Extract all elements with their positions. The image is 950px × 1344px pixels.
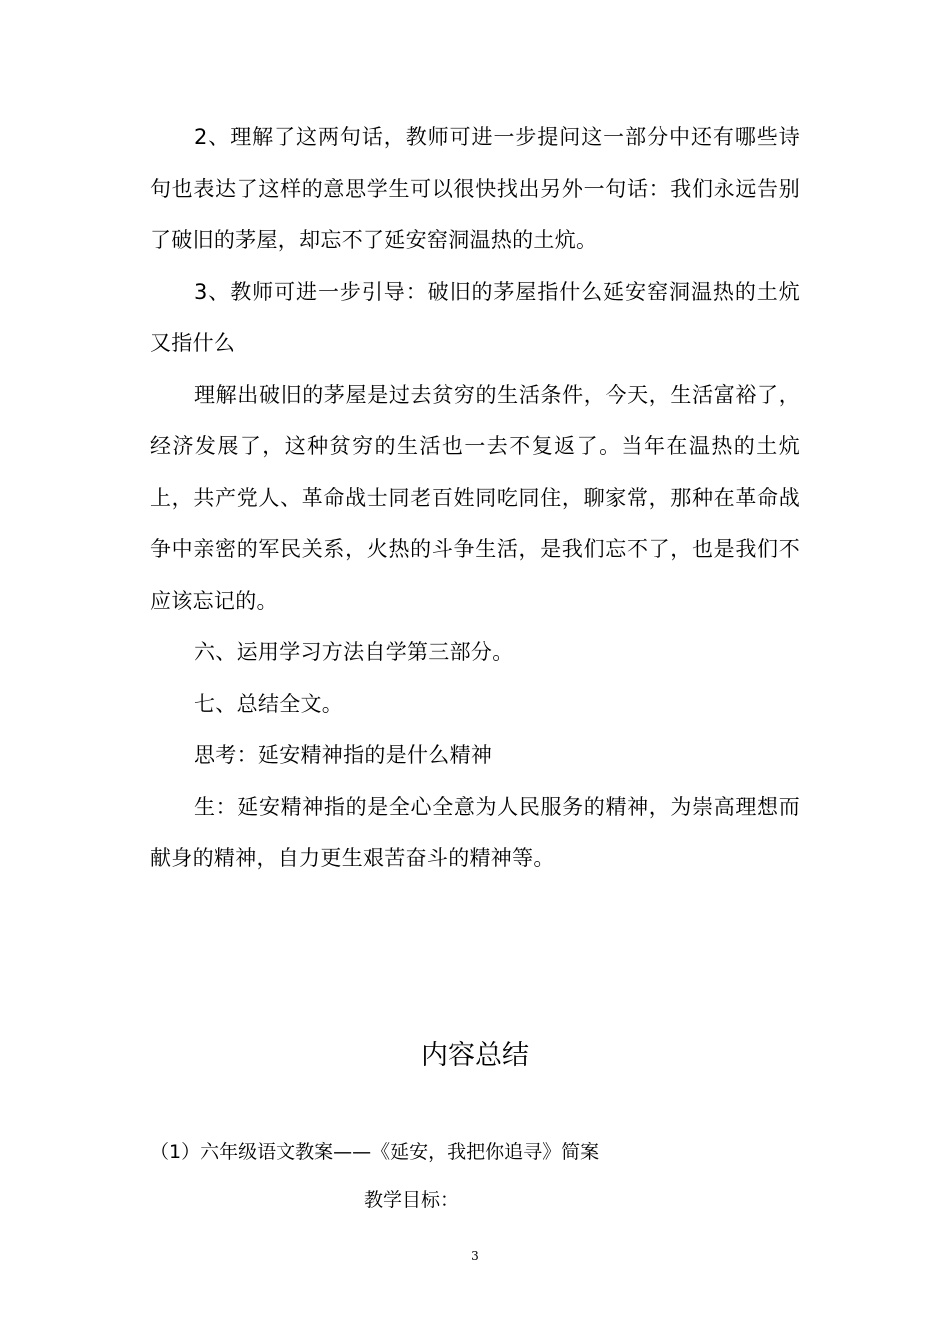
- summary-title: 内容总结: [421, 1040, 529, 1071]
- body-text: [150, 112, 800, 885]
- paragraph-3: 理解出破旧的茅屋是过去贫穷的生活条件，今天，生活富裕了，经济发展了，这种贫穷的生活也一去不复返了。当年在温热的土炕上，共产党人、革命战士同老百姓同吃同住，聊家常，那种在革命战争中亲密的军民关系，火热的斗争生活，是我们忘不了，也是我们不应该忘记的。: [150, 382, 800, 613]
- summary-item: （1）六年级语文教案——《延安，我把你追寻》简案: [150, 1141, 600, 1163]
- page-number: 3: [471, 1249, 479, 1263]
- paragraph-1: 2、理解了这两句话，教师可进一步提问这一部分中还有哪些诗句也表达了这样的意思学生可以很快找出另外一句话：我们永远告别了破旧的茅屋，却忘不了延安窑洞温热的土炕。: [150, 125, 800, 252]
- paragraph-6: 思考：延安精神指的是什么精神: [194, 743, 493, 767]
- summary-subheading: 教学目标：: [364, 1189, 460, 1211]
- paragraph-2: 3、教师可进一步引导：破旧的茅屋指什么延安窑洞温热的土炕又指什么: [150, 279, 800, 355]
- paragraph-7: 生：延安精神指的是全心全意为人民服务的精神，为崇高理想而献身的精神，自力更生艰苦奋斗的精神等。: [150, 794, 800, 870]
- paragraph-4: 六、运用学习方法自学第三部分。: [194, 640, 514, 664]
- paragraph-5: 七、总结全文。: [194, 691, 344, 716]
